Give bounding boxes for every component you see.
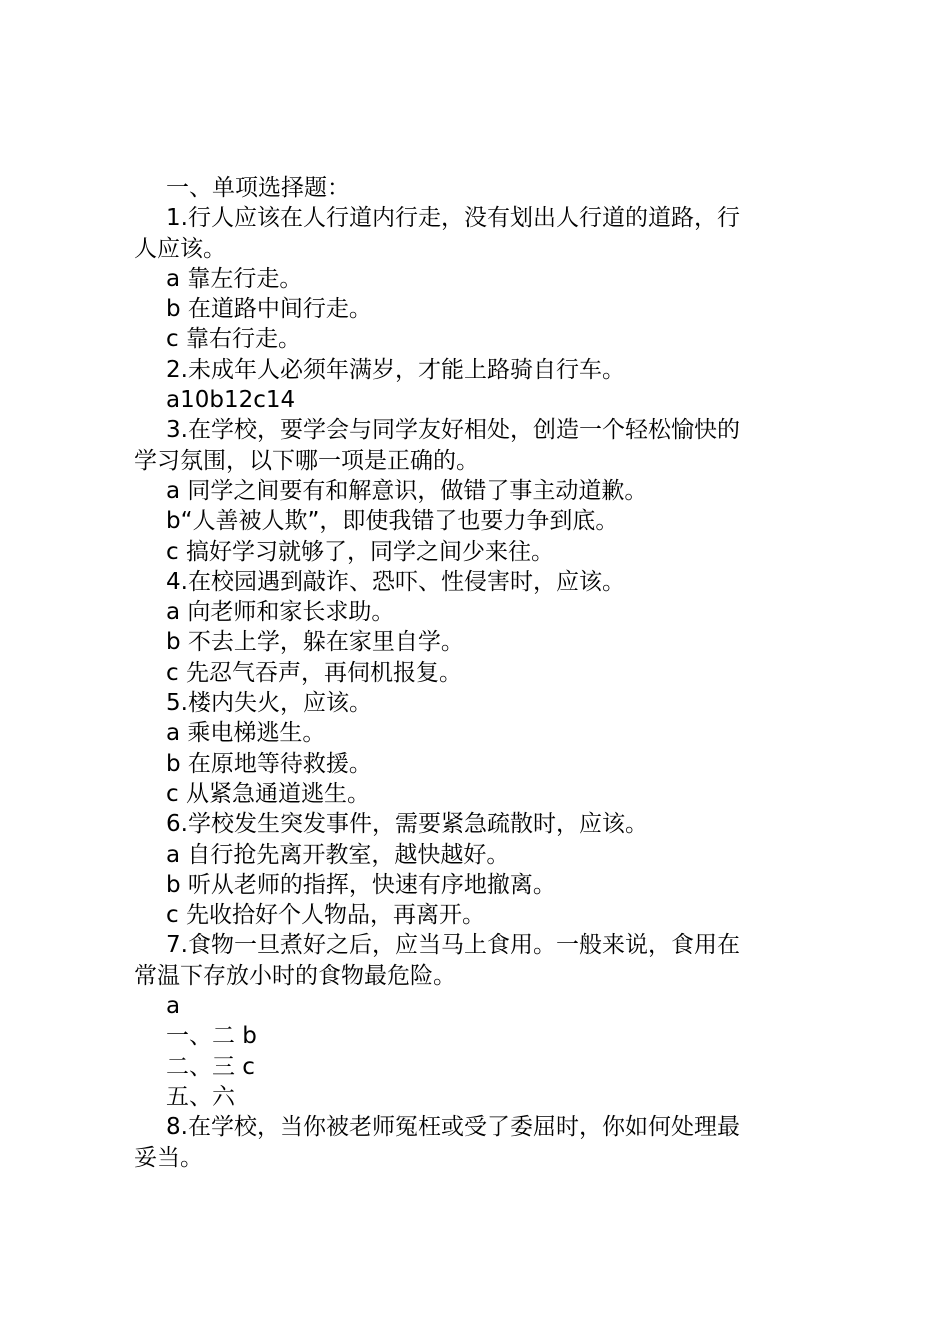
text-line: c 靠右行走。	[166, 326, 301, 353]
text-line: 2.未成年人必须年满岁，才能上路骑自行车。	[166, 356, 625, 383]
text-line: a 同学之间要有和解意识，做错了事主动道歉。	[166, 477, 648, 504]
text-line: b 听从老师的指挥，快速有序地撤离。	[166, 871, 556, 898]
text-line: b 不去上学，躲在家里自学。	[166, 629, 464, 656]
text-line: a	[166, 993, 181, 1020]
text-line: 8.在学校，当你被老师冤枉或受了委屈时，你如何处理最	[166, 1114, 740, 1141]
text-line: 一、二 b	[166, 1023, 257, 1050]
text-line: a 自行抢先离开教室，越快越好。	[166, 841, 510, 868]
text-line: 6.学校发生突发事件，需要紧急疏散时，应该。	[166, 811, 648, 838]
text-line: c 从紧急通道逃生。	[166, 780, 370, 807]
text-line: 人应该。	[134, 235, 226, 262]
text-line: 5.楼内失火，应该。	[166, 690, 372, 717]
text-line: a 乘电梯逃生。	[166, 720, 326, 747]
text-line: c 先忍气吞声，再伺机报复。	[166, 659, 462, 686]
text-line: 7.食物一旦煮好之后，应当马上食用。一般来说，食用在	[166, 932, 740, 959]
text-line: 常温下存放小时的食物最危险。	[134, 962, 456, 989]
text-line: 一、单项选择题：	[166, 175, 350, 201]
text-line: b“人善被人欺”，即使我错了也要力争到底。	[166, 508, 619, 535]
text-line: b 在原地等待救援。	[166, 750, 372, 777]
text-line: c 搞好学习就够了，同学之间少来往。	[166, 538, 554, 565]
document-body	[134, 173, 806, 1173]
text-line: 1.行人应该在人行道内行走，没有划出人行道的道路，行	[166, 205, 740, 232]
text-line: 妥当。	[134, 1144, 203, 1171]
text-line: a 向老师和家长求助。	[166, 599, 395, 626]
text-line: a10b12c14	[166, 387, 296, 414]
text-line: 二、三 c	[166, 1053, 255, 1080]
text-line: 五、六	[166, 1083, 235, 1110]
text-line: b 在道路中间行走。	[166, 296, 372, 323]
text-line: a 靠左行走。	[166, 265, 303, 292]
text-line: c 先收拾好个人物品，再离开。	[166, 902, 485, 929]
text-line: 4.在校园遇到敲诈、恐吓、性侵害时，应该。	[166, 568, 625, 595]
text-line: 学习氛围，以下哪一项是正确的。	[134, 447, 479, 474]
text-line: 3.在学校，要学会与同学友好相处，创造一个轻松愉快的	[166, 417, 740, 444]
